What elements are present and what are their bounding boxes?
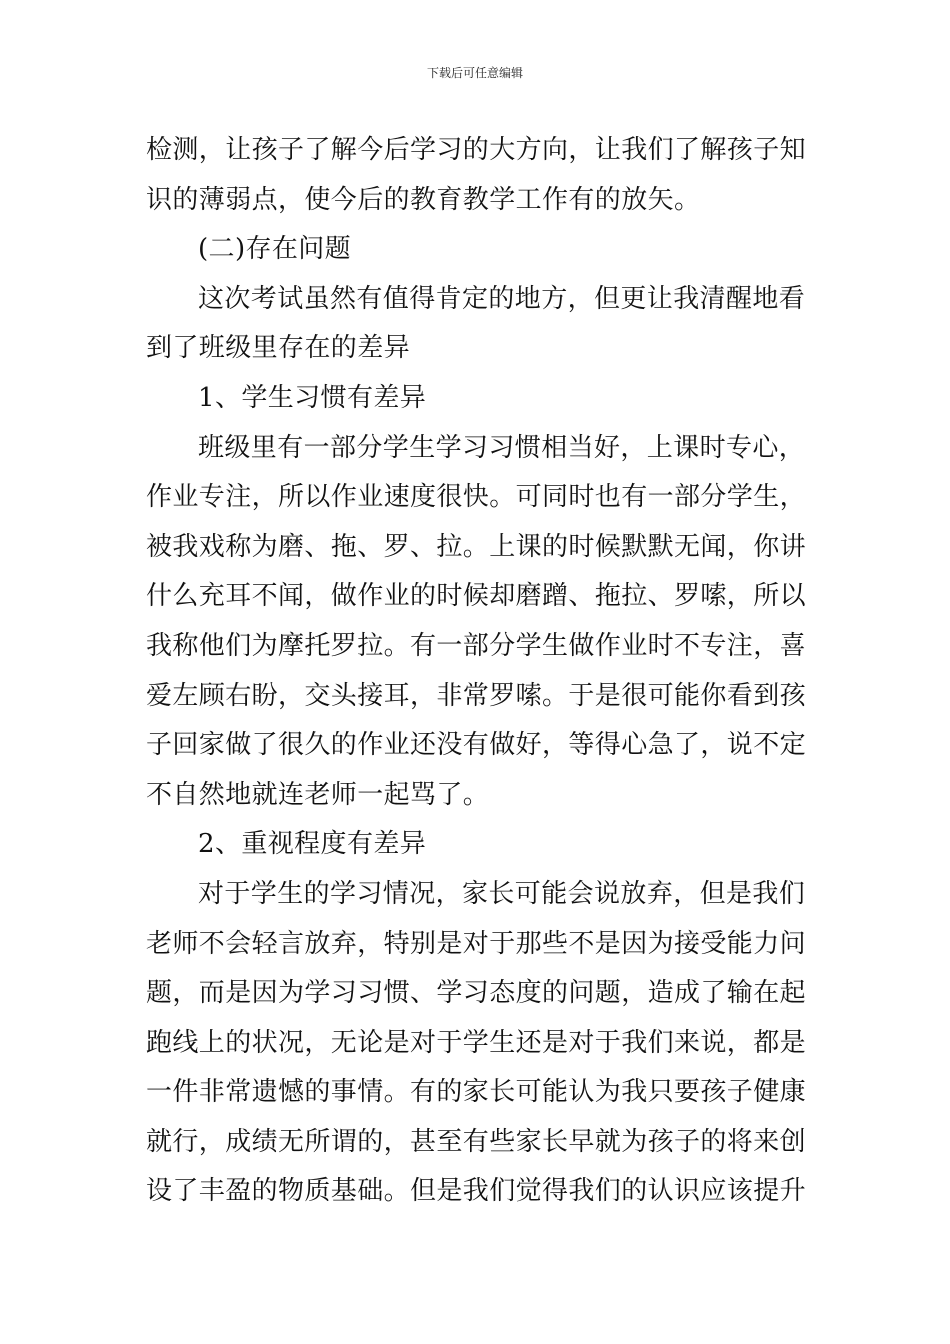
section-heading: (二)存在问题 (198, 234, 352, 265)
text-line: 题，而是因为学习习惯、学习态度的问题，造成了输在起 (146, 978, 807, 1009)
text-line: 爱左顾右盼，交头接耳，非常罗嗦。于是很可能你看到孩 (146, 680, 807, 711)
text-line: 识的薄弱点，使今后的教育教学工作有的放矢。 (146, 184, 701, 215)
text-line: 对于学生的学习情况，家长可能会说放弃，但是我们 (198, 878, 806, 909)
text-line: 老师不会轻言放弃，特别是对于那些不是因为接受能力问 (146, 928, 807, 959)
page-header: 下载后可任意编辑 (426, 66, 523, 80)
subsection-heading: 2、重视程度有差异 (198, 829, 427, 860)
text-line: 检测，让孩子了解今后学习的大方向，让我们了解孩子知 (146, 135, 807, 165)
subsection-heading: 1、学生习惯有差异 (198, 382, 427, 413)
document-body (146, 126, 806, 1217)
text-line: 设了丰盈的物质基础。但是我们觉得我们的认识应该提升 (146, 1176, 807, 1207)
text-line: 班级里有一部分学生学习习惯相当好，上课时专心， (198, 432, 806, 463)
text-line: 被我戏称为磨、拖、罗、拉。上课的时候默默无闻，你讲 (146, 531, 807, 562)
text-line: 我称他们为摩托罗拉。有一部分学生做作业时不专注，喜 (146, 630, 807, 661)
text-line: 就行，成绩无所谓的，甚至有些家长早就为孩子的将来创 (146, 1126, 807, 1157)
text-line: 作业专注，所以作业速度很快。可同时也有一部分学生， (146, 482, 807, 513)
text-line: 跑线上的状况，无论是对于学生还是对于我们来说，都是 (146, 1027, 807, 1058)
text-line: 子回家做了很久的作业还没有做好，等得心急了，说不定 (146, 730, 807, 761)
text-line: 不自然地就连老师一起骂了。 (146, 779, 490, 810)
text-line: 这次考试虽然有值得肯定的地方，但更让我清醒地看 (198, 283, 806, 314)
text-line: 到了班级里存在的差异 (146, 333, 411, 364)
text-line: 什么充耳不闻，做作业的时候却磨蹭、拖拉、罗嗦，所以 (146, 581, 807, 612)
text-line: 一件非常遗憾的事情。有的家长可能认为我只要孩子健康 (146, 1077, 807, 1108)
